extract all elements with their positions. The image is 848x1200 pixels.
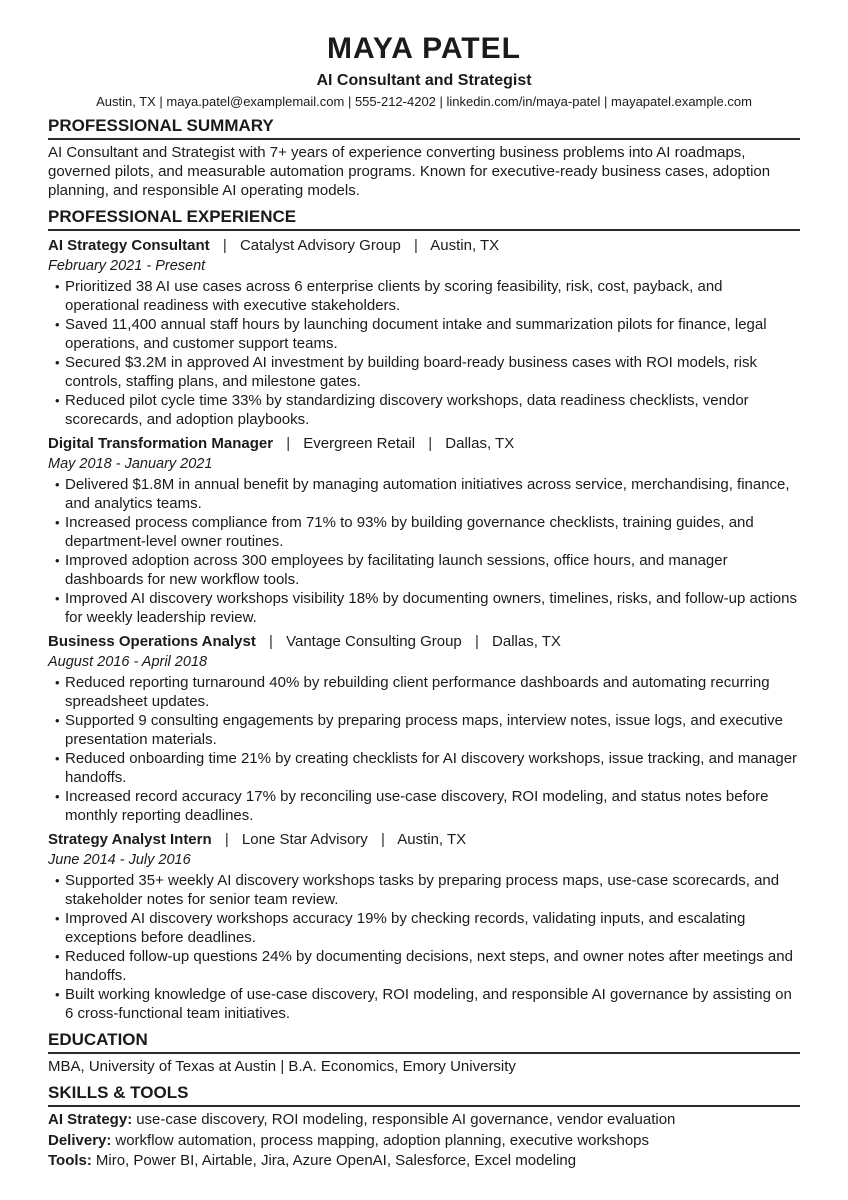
skill-text: workflow automation, process mapping, adoption planning, executive workshops (115, 1131, 650, 1149)
summary-section (48, 116, 800, 200)
bullet-item (55, 475, 800, 513)
bullet-item (55, 871, 800, 909)
bullet-text: Reduced onboarding time 21% by creating checklists for AI discovery workshops, issue tracking, and manager handoffs. (65, 750, 798, 786)
bullet-marker: • (55, 987, 60, 1002)
job-entry (48, 830, 800, 1023)
skills-heading: SKILLS & TOOLS (48, 1083, 800, 1107)
job-location: Austin, TX (397, 831, 467, 848)
pipe-separator: | (380, 831, 385, 848)
skill-line (48, 1110, 800, 1131)
job-title: Digital Transformation Manager (48, 435, 274, 452)
job-bullet-list (48, 673, 800, 825)
bullet-item (55, 909, 800, 947)
bullet-marker: • (55, 355, 60, 370)
bullet-marker: • (55, 873, 60, 888)
job-dates: June 2014 - July 2016 (48, 852, 191, 868)
bullet-item (55, 353, 800, 391)
bullet-item (55, 985, 800, 1023)
bullet-text: Increased record accuracy 17% by reconciling use-case discovery, ROI modeling, and status notes before monthly reporting deadlines. (65, 788, 769, 824)
bullet-item (55, 513, 800, 551)
pipe-separator: | (224, 831, 229, 848)
bullet-item (55, 589, 800, 627)
job-location: Dallas, TX (492, 633, 561, 650)
bullet-text: Prioritized 38 AI use cases across 6 enterprise clients by scoring feasibility, risk, cost, payback, and operational readiness with executive stakeholders. (65, 278, 723, 314)
job-entry (48, 236, 800, 429)
contact-line: Austin, TX | maya.patel@examplemail.com | 555-212-4202 | linkedin.com/in/maya-patel | mayapatel.example.com (96, 94, 752, 109)
bullet-text: Improved AI discovery workshops accuracy 19% by checking records, validating inputs, and escalating exceptions before deadlines. (65, 910, 746, 946)
jobs-container (48, 236, 800, 1023)
bullet-text: Delivered $1.8M in annual benefit by managing automation initiatives across service, merchandising, finance, and analytics teams. (65, 476, 790, 512)
bullet-marker: • (55, 751, 60, 766)
bullet-item (55, 315, 800, 353)
bullet-item (55, 551, 800, 589)
bullet-text: Supported 9 consulting engagements by preparing process maps, interview notes, issue logs, and executive presentation materials. (65, 712, 783, 748)
skill-category-label: AI Strategy: (48, 1111, 133, 1128)
job-entry (48, 434, 800, 627)
job-bullet-list (48, 475, 800, 627)
job-title-line (48, 830, 800, 849)
experience-section (48, 207, 800, 1023)
bullet-marker: • (55, 553, 60, 568)
bullet-marker: • (55, 317, 60, 332)
bullet-item (55, 277, 800, 315)
job-bullet-list (48, 871, 800, 1023)
job-company: Catalyst Advisory Group (239, 237, 401, 254)
experience-heading: PROFESSIONAL EXPERIENCE (48, 207, 800, 231)
bullet-text: Improved adoption across 300 employees by facilitating launch sessions, office hours, and manager dashboards for new workflow tools. (65, 552, 728, 588)
bullet-text: Reduced pilot cycle time 33% by standardizing discovery workshops, data readiness checklists, vendor scorecards, and adoption playbooks. (65, 392, 749, 428)
job-entry (48, 632, 800, 825)
skills-section (48, 1083, 800, 1172)
pipe-separator: | (414, 237, 418, 254)
education-text: MBA, University of Texas at Austin | B.A. Economics, Emory University (48, 1058, 516, 1075)
skills-container (48, 1110, 800, 1172)
bullet-marker: • (55, 393, 60, 408)
skill-category-label: Delivery: (48, 1131, 112, 1149)
job-company: Lone Star Advisory (241, 831, 368, 848)
job-title-line (48, 434, 800, 453)
bullet-marker: • (55, 477, 60, 492)
bullet-text: Secured $3.2M in approved AI investment by building board-ready business cases with ROI models, risk controls, staffing plans, and milestone gates. (65, 354, 758, 390)
bullet-text: Reduced follow-up questions 24% by documenting decisions, next steps, and owner notes after meetings and handoffs. (65, 948, 793, 984)
pipe-separator: | (474, 633, 479, 650)
bullet-marker: • (55, 713, 60, 728)
summary-text: AI Consultant and Strategist with 7+ years of experience converting business problems into AI roadmaps, governed pilots, and measurable automation programs. Known for executive-ready business cases, adoption planning, and responsible AI operating models. (48, 144, 771, 199)
skill-text: use-case discovery, ROI modeling, responsible AI governance, vendor evaluation (136, 1111, 676, 1128)
bullet-marker: • (55, 279, 60, 294)
pipe-separator: | (269, 633, 273, 650)
pipe-separator: | (286, 435, 291, 452)
job-title: AI Strategy Consultant (48, 237, 210, 254)
education-section (48, 1030, 800, 1076)
job-title: Business Operations Analyst (48, 633, 256, 650)
job-dates: August 2016 - April 2018 (48, 654, 208, 670)
bullet-text: Increased process compliance from 71% to 93% by building governance checklists, training guides, and department-level owner routines. (65, 514, 754, 550)
job-company: Evergreen Retail (303, 435, 416, 452)
job-location: Austin, TX (430, 237, 500, 254)
job-dates: May 2018 - January 2021 (48, 456, 213, 472)
bullet-text: Built working knowledge of use-case discovery, ROI modeling, and responsible AI governance by assisting on 6 cross-functional team initiatives. (65, 986, 792, 1022)
job-bullet-list (48, 277, 800, 429)
bullet-marker: • (55, 675, 60, 690)
bullet-item (55, 947, 800, 985)
bullet-text: Supported 35+ weekly AI discovery workshops tasks by preparing process maps, use-case scorecards, and stakeholder notes for senior team review. (65, 872, 780, 908)
bullet-text: Saved 11,400 annual staff hours by launching document intake and summarization pilots for finance, legal operations, and customer support teams. (65, 316, 767, 352)
job-title-line (48, 236, 800, 255)
bullet-item (55, 673, 800, 711)
skill-line (48, 1151, 800, 1172)
pipe-separator: | (222, 237, 227, 254)
bullet-item (55, 391, 800, 429)
bullet-item (55, 711, 800, 749)
candidate-job-title: AI Consultant and Strategist (316, 72, 532, 89)
candidate-name: MAYA PATEL (327, 32, 521, 65)
job-company: Vantage Consulting Group (286, 633, 462, 650)
bullet-item (55, 787, 800, 825)
bullet-marker: • (55, 911, 60, 926)
education-heading: EDUCATION (48, 1030, 800, 1054)
bullet-marker: • (55, 789, 60, 804)
bullet-marker: • (55, 949, 60, 964)
bullet-marker: • (55, 591, 60, 606)
skill-text: Miro, Power BI, Airtable, Jira, Azure OpenAI, Salesforce, Excel modeling (95, 1152, 577, 1169)
skill-line (48, 1131, 800, 1152)
pipe-separator: | (428, 435, 433, 452)
skill-category-label: Tools: (48, 1152, 92, 1169)
job-title-line (48, 632, 800, 651)
job-dates: February 2021 - Present (48, 258, 206, 274)
resume-header (48, 32, 800, 109)
bullet-item (55, 749, 800, 787)
job-location: Dallas, TX (445, 435, 515, 452)
bullet-text: Improved AI discovery workshops visibility 18% by documenting owners, timelines, risks, and follow-up actions for weekly leadership review. (65, 590, 797, 626)
bullet-text: Reduced reporting turnaround 40% by rebuilding client performance dashboards and automating recurring spreadsheet updates. (65, 674, 770, 710)
job-title: Strategy Analyst Intern (48, 831, 212, 848)
bullet-marker: • (55, 515, 60, 530)
summary-heading: PROFESSIONAL SUMMARY (48, 116, 800, 140)
